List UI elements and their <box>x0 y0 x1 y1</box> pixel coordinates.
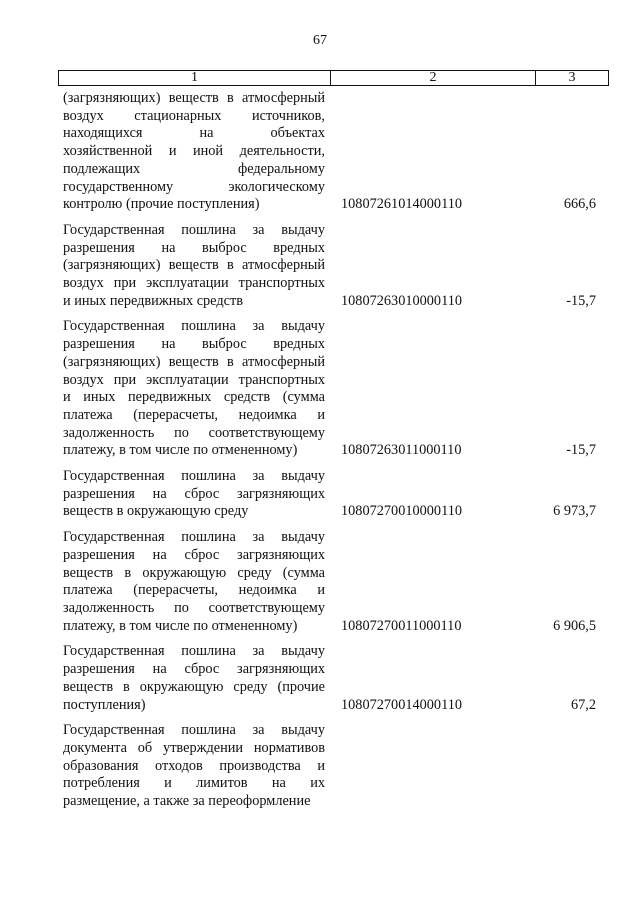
row-description <box>63 222 325 311</box>
description-line: веществ в окружающую среду (сумма <box>63 564 325 581</box>
description-line: Государственная пошлина за выдачу <box>63 529 325 546</box>
row-description <box>63 643 325 714</box>
description-line: размещение, а также за переоформление <box>63 793 311 810</box>
description-line: разрешения на выброс вредных <box>63 239 325 256</box>
description-line: веществ в окружающую среду <box>63 503 249 520</box>
table-row <box>0 529 640 635</box>
table-row <box>0 222 640 311</box>
page-number: 67 <box>313 33 327 48</box>
description-line: Государственная пошлина за выдачу <box>63 318 325 335</box>
description-line: и иных передвижных средств (сумма <box>63 389 325 406</box>
description-line: разрешения на выброс вредных <box>63 336 325 353</box>
description-line: платежа (перерасчеты, недоимка и <box>63 582 325 599</box>
row-description <box>63 529 325 635</box>
row-value: -15,7 <box>566 442 596 459</box>
row-value: 666,6 <box>563 196 596 213</box>
description-line: воздух при эксплуатации транспортных <box>63 275 325 292</box>
row-description <box>63 468 325 521</box>
description-line: Государственная пошлина за выдачу <box>63 468 325 485</box>
description-line: задолженность по соответствующему <box>63 599 325 616</box>
table-row <box>0 468 640 521</box>
row-description <box>63 722 325 811</box>
row-description <box>63 90 325 214</box>
row-code: 10807261014000110 <box>341 196 462 213</box>
row-code: 10807263010000110 <box>341 292 462 309</box>
row-value: 6 906,5 <box>553 617 596 634</box>
table-row <box>0 90 640 214</box>
row-code: 10807263011000110 <box>341 442 462 459</box>
description-line: потребления и лимитов на их <box>63 775 325 792</box>
description-line: находящихся на объектах <box>63 125 325 142</box>
description-line: Государственная пошлина за выдачу <box>63 221 325 238</box>
header-col-1: 1 <box>59 71 331 85</box>
description-line: поступления) <box>63 696 146 713</box>
description-line: воздух стационарных источников, <box>63 107 325 124</box>
description-line: контролю (прочие поступления) <box>63 196 260 213</box>
description-line: разрешения на сброс загрязняющих <box>63 485 325 502</box>
header-col-3: 3 <box>568 70 576 85</box>
row-description <box>63 318 325 460</box>
description-line: (загрязняющих) веществ в атмосферный <box>63 353 325 370</box>
table-row <box>0 643 640 714</box>
description-line: образования отходов производства и <box>63 757 325 774</box>
row-value: -15,7 <box>566 292 596 309</box>
row-code: 10807270011000110 <box>341 617 462 634</box>
description-line: воздух при эксплуатации транспортных <box>63 371 325 388</box>
row-value: 67,2 <box>570 696 596 713</box>
table-row <box>0 318 640 460</box>
row-value: 6 973,7 <box>553 503 596 520</box>
description-line: государственному экологическому <box>63 178 325 195</box>
description-line: платежа (перерасчеты, недоимка и <box>63 406 325 423</box>
row-code: 10807270014000110 <box>341 696 462 713</box>
description-line: хозяйственной и иной деятельности, <box>63 143 325 160</box>
description-line: (загрязняющих) веществ в атмосферный <box>63 257 325 274</box>
description-line: Государственная пошлина за выдачу <box>63 722 325 739</box>
row-code: 10807270010000110 <box>341 503 462 520</box>
table-header <box>58 70 609 86</box>
description-line: (загрязняющих) веществ в атмосферный <box>63 90 325 106</box>
description-line: документа об утверждении нормативов <box>63 739 325 756</box>
header-col-2: 2 <box>331 71 536 85</box>
description-line: платежу, в том числе по отмененному) <box>63 617 298 634</box>
description-line: веществ в окружающую среду (прочие <box>63 678 325 695</box>
description-line: разрешения на сброс загрязняющих <box>63 661 325 678</box>
description-line: подлежащих федеральному <box>63 160 325 177</box>
table-body <box>0 90 640 819</box>
description-line: и иных передвижных средств <box>63 292 243 309</box>
description-line: задолженность по соответствующему <box>63 424 325 441</box>
table-row <box>0 722 640 811</box>
description-line: платежу, в том числе по отмененному) <box>63 442 298 459</box>
description-line: разрешения на сброс загрязняющих <box>63 546 325 563</box>
description-line: Государственная пошлина за выдачу <box>63 643 325 660</box>
